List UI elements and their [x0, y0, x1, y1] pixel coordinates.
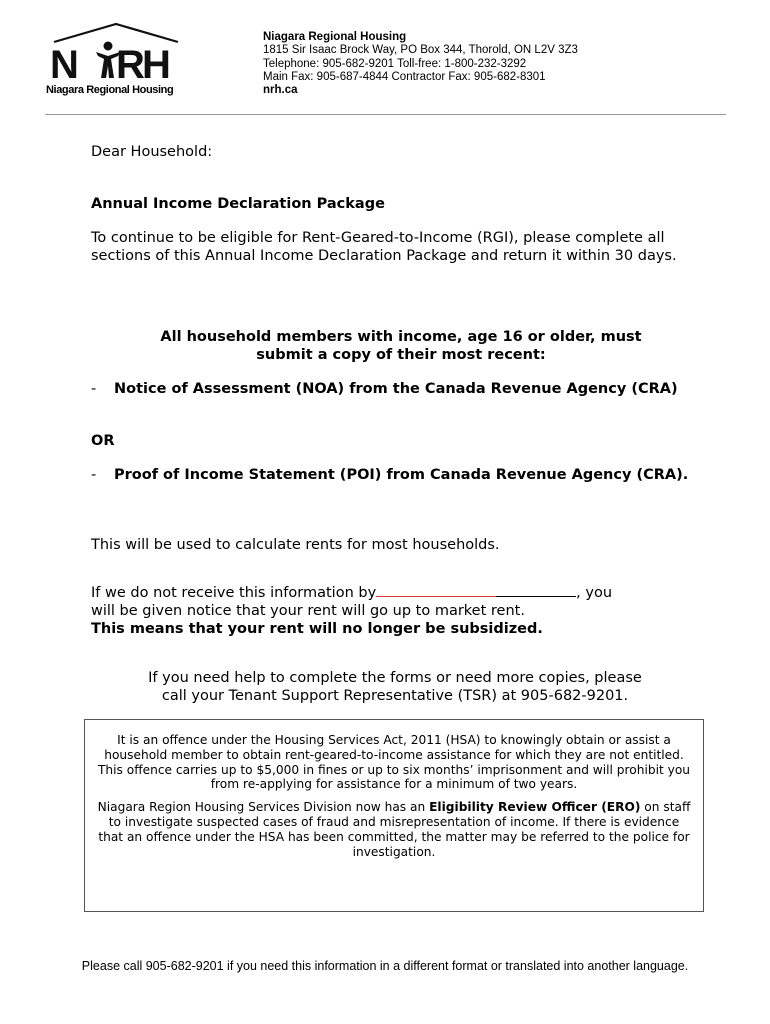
- logo-letters: N: [50, 43, 77, 82]
- deadline-date-highlight: [376, 596, 496, 597]
- deadline-suffix: , you: [576, 585, 613, 601]
- deadline-paragraph: [91, 583, 711, 638]
- ero-title: Eligibility Review Officer (ERO): [429, 800, 641, 815]
- house-figure-logo-icon: [46, 22, 180, 82]
- organization-name: Niagara Regional Housing: [263, 31, 407, 43]
- list-dash: -: [91, 381, 97, 397]
- help-line-2: call your Tenant Support Representative (TSR) at 905-682-9201.: [161, 688, 629, 704]
- organization-address-block: [263, 31, 578, 97]
- deadline-line-1: [91, 583, 711, 602]
- requirement-line-1: All household members with income, age 16 or older, must: [160, 329, 642, 345]
- organization-address: 1815 Sir Isaac Brock Way, PO Box 344, Thorold, ON L2V 3Z3: [263, 44, 578, 57]
- svg-text:H: H: [142, 43, 171, 82]
- intro-paragraph: To continue to be eligible for Rent-Geared-to-Income (RGI), please complete all sections of this Annual Income Declaration Package and return it within 30 days.: [91, 230, 677, 264]
- requirement-line-2: submit a copy of their most recent:: [256, 347, 546, 363]
- deadline-date-blank[interactable]: [376, 583, 576, 597]
- logo-subtitle: Niagara Regional Housing: [46, 84, 174, 96]
- footer-accessibility-note: Please call 905-682-9201 if you need this information in a different format or translated into another language.: [81, 959, 689, 973]
- ero-prefix: Niagara Region Housing Services Division now has an: [97, 800, 430, 815]
- ero-notice: [95, 800, 693, 859]
- header-divider: [45, 114, 726, 115]
- usage-statement: This will be used to calculate rents for most households.: [91, 537, 500, 553]
- organization-fax: Main Fax: 905-687-4844 Contractor Fax: 905-682-8301: [263, 70, 546, 83]
- or-separator: OR: [91, 433, 115, 449]
- offence-notice: It is an offence under the Housing Services Act, 2011 (HSA) to knowingly obtain or assist a household member to obtain rent-geared-to-income assistance for which they are not entitled. This offence carries up to $5,000 in fines or up to six months’ imprisonment and will prohibit you from re-applying for assistance for a minimum of two years.: [97, 733, 691, 792]
- option-noa: Notice of Assessment (NOA) from the Canada Revenue Agency (CRA): [114, 381, 678, 397]
- help-line-1: If you need help to complete the forms or need more copies, please: [148, 670, 642, 686]
- letter-heading: Annual Income Declaration Package: [91, 196, 385, 212]
- salutation: Dear Household:: [91, 144, 213, 160]
- svg-text:R: R: [116, 43, 145, 82]
- requirement-statement: [91, 328, 711, 364]
- deadline-prefix: If we do not receive this information by: [91, 585, 377, 601]
- organization-telephone: Telephone: 905-682-9201 Toll-free: 1-800-232-3292: [263, 57, 527, 70]
- option-poi: Proof of Income Statement (POI) from Canada Revenue Agency (CRA).: [114, 467, 689, 483]
- nrh-logo: [46, 22, 180, 100]
- legal-notice-box: [84, 719, 704, 912]
- subsidy-warning: This means that your rent will no longer be subsidized.: [91, 621, 543, 637]
- help-paragraph: [80, 669, 710, 705]
- organization-website[interactable]: nrh.ca: [263, 84, 298, 97]
- deadline-line-2: will be given notice that your rent will go up to market rent.: [91, 603, 525, 619]
- letterhead: [0, 0, 770, 118]
- ero-suffix: on staff to investigate suspected cases of fraud and misrepresentation of income. If there is evidence that an offence under the HSA has been committed, the matter may be referred to the police for investigation.: [98, 800, 691, 859]
- list-dash: -: [91, 467, 97, 483]
